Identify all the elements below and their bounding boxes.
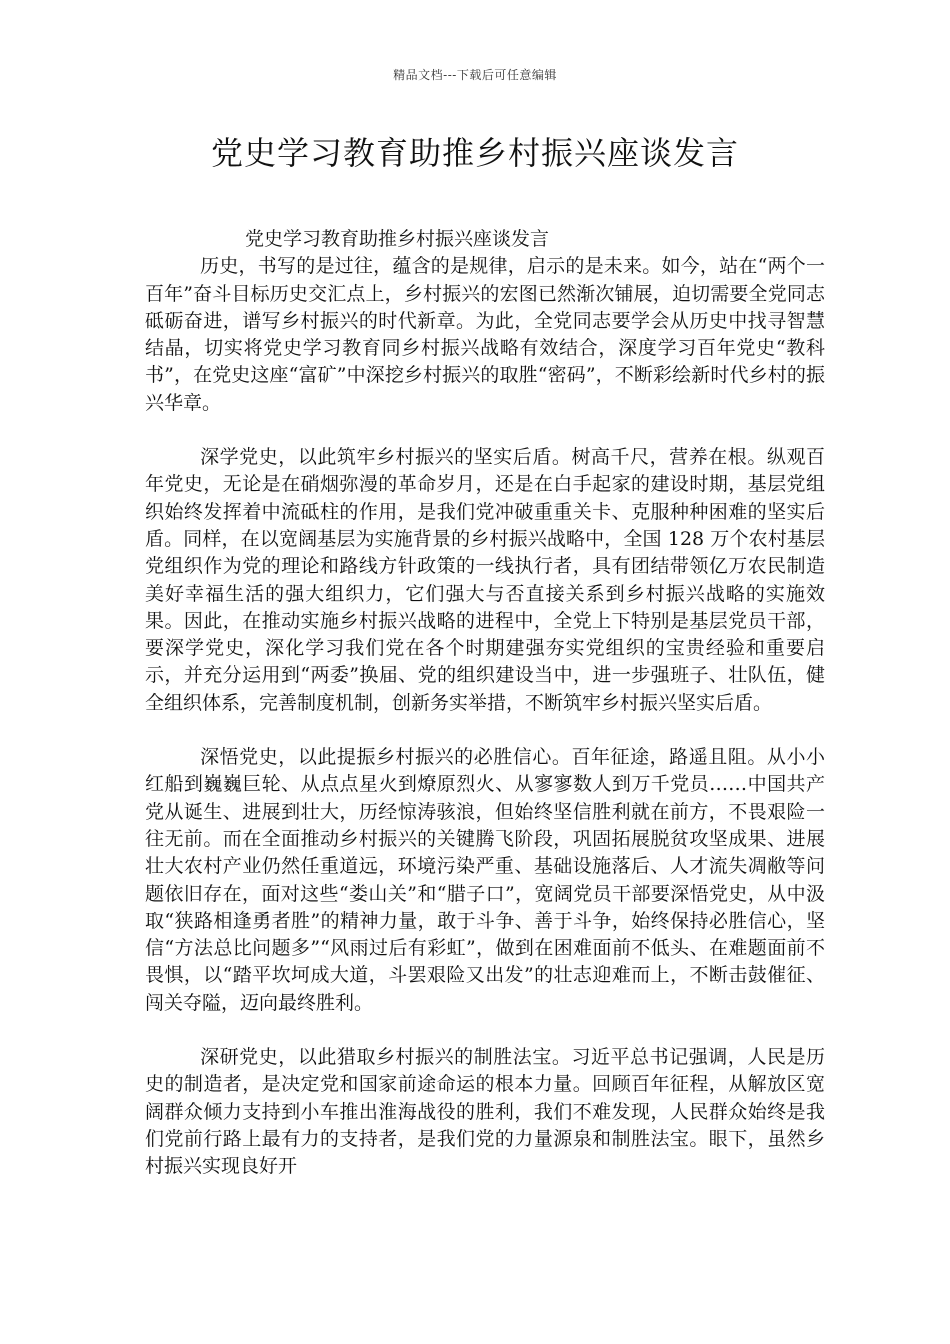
document-title: 党史学习教育助推乡村振兴座谈发言	[210, 134, 739, 172]
document-body	[145, 226, 825, 1208]
document-subtitle: 党史学习教育助推乡村振兴座谈发言	[245, 228, 550, 250]
paragraph-deep-research: 深研党史，以此猎取乡村振兴的制胜法宝。习近平总书记强调，人民是历史的制造者，是决定党和国家前途命运的根本力量。回顾百年征程，从解放区宽阔群众倾力支持到小车推出淮海战役的胜利，我们不难发现，人民群众始终是我们党前行路上最有力的支持者，是我们党的力量源泉和制胜法宝。眼下，虽然乡村振兴实现良好开	[145, 1046, 825, 1178]
header-note: 精品文档---下载后可任意编辑	[393, 68, 557, 82]
paragraph-deep-understanding: 深悟党史，以此提振乡村振兴的必胜信心。百年征途，路遥且阻。从小小红船到巍巍巨轮、从点点星火到燎原烈火、从寥寥数人到万千党员……中国共产党从诞生、进展到壮大，历经惊涛骇浪，但始终坚信胜利就在前方，不畏艰险一往无前。而在全面推动乡村振兴的关键腾飞阶段，巩固拓展脱贫攻坚成果、进展壮大农村产业仍然任重道远，环境污染严重、基础设施落后、人才流失凋敝等问题依旧存在，面对这些“娄山关”和“腊子口”，宽阔党员干部要深悟党史，从中汲取“狭路相逢勇者胜”的精神力量，敢于斗争、善于斗争，始终保持必胜信心，坚信“方法总比问题多”“风雨过后有彩虹”，做到在困难面前不低头、在难题面前不畏惧，以“踏平坎坷成大道，斗罢艰险又出发”的壮志迎难而上，不断击鼓催征、闯关夺隘，迈向最终胜利。	[145, 746, 825, 1014]
paragraph-deep-study: 深学党史，以此筑牢乡村振兴的坚实后盾。树高千尺，营养在根。纵观百年党史，无论是在硝烟弥漫的革命岁月，还是在白手起家的建设时期，基层党组织始终发挥着中流砥柱的作用，是我们党冲破重重关卡、克服种种困难的坚实后盾。同样，在以宽阔基层为实施背景的乡村振兴战略中，全国 128 万个农村基层党组织作为党的理论和路线方针政策的一线执行者，具有团结带领亿万农民制造美好幸福生活的强大组织力，它们强大与否直接关系到乡村振兴战略的实施效果。因此，在推动实施乡村振兴战略的进程中，全党上下特别是基层党员干部，要深学党史，深化学习我们党在各个时期建强夯实党组织的宝贵经验和重要启示，并充分运用到“两委”换届、党的组织建设当中，进一步强班子、壮队伍，健全组织体系，完善制度机制，创新务实举措，不断筑牢乡村振兴坚实后盾。	[145, 446, 825, 714]
paragraph-intro: 历史，书写的是过往，蕴含的是规律，启示的是未来。如今，站在“两个一百年”奋斗目标历史交汇点上，乡村振兴的宏图已然渐次铺展，迫切需要全党同志砥砺奋进，谱写乡村振兴的时代新章。为此，全党同志要学会从历史中找寻智慧结晶，切实将党史学习教育同乡村振兴战略有效结合，深度学习百年党史“教科书”，在党史这座“富矿”中深挖乡村振兴的取胜“密码”，不断彩绘新时代乡村的振兴华章。	[145, 255, 825, 414]
